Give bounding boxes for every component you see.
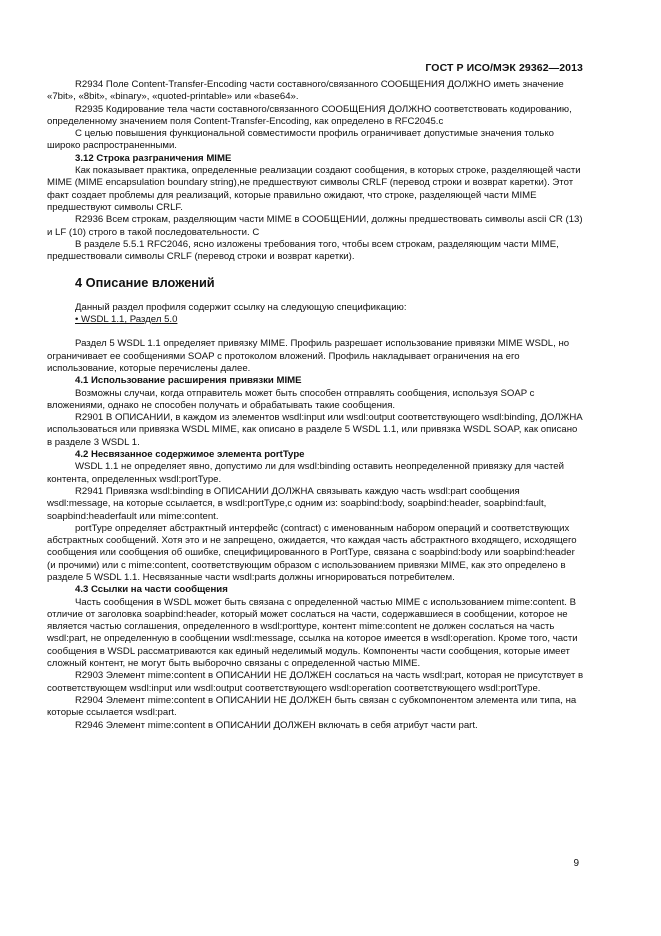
spec-reference-item [47,314,584,326]
paragraph-message-part: Часть сообщения в WSDL может быть связана с определенной частью MIME с использованием mime:content. В отличие от заголовка soapbind:header, который может сослаться на части, содержавшиеся в сообщении, которое не является частью соглашения, определенного в wsdl:porttype, контент mime:content не должен сослаться на часть wsdl:part, не определенную в сообщении wsdl:message, ссылка на которое имеется в wsdl:operation. Кроме того, части сообщения в WSDL рассматриваются как единый неделимый модуль. Компоненты части сообщения, которые имеет сложный контент, не могут быть выборочно связаны с определенной частью MIME. [47,596,578,670]
paragraph-r2904: R2904 Элемент mime:content в ОПИСАНИИ НЕ ДОЛЖЕН быть связан с субкомпонентом элемента или типа, на которые ссылается wsdl:part. [47,694,577,719]
spec-reference-link[interactable]: • WSDL 1.1, Раздел 5.0 [75,314,178,326]
paragraph-spec-intro: Данный раздел профиля содержит ссылку на следующую спецификацию: [75,301,407,313]
section-heading-3-12: 3.12 Строка разграничения MIME [75,152,232,164]
paragraph-wsdl-binding: WSDL 1.1 не определяет явно, допустимо ли для wsdl:binding оставить неопределенной привязку для частей контента, определенных wsdl:portType. [47,461,564,485]
document-header: ГОСТ Р ИСО/МЭК 29362—2013 [425,62,583,74]
page-number: 9 [573,858,579,869]
paragraph-r2903: R2903 Элемент mime:content в ОПИСАНИИ НЕ ДОЛЖЕН сослаться на часть wsdl:part, которая не присутствует в соответствующем wsdl:input или wsdl:output соответствующего wsdl:operation соответствующего wsdl:portType. [47,670,584,694]
paragraph-r2935: R2935 Кодирование тела части составного/связанного СООБЩЕНИЯ ДОЛЖНО соответствовать кодированию, определенному значением поля Content-Transfer-Encoding, как определено в RFC2045.с [47,103,572,127]
paragraph-sender-cases: Возможны случаи, когда отправитель может быть способен отправлять сообщения, используя SOAP с вложениями, однако не способен получать и обрабатывать такие сообщения. [47,387,535,411]
paragraph-r2901: R2901 В ОПИСАНИИ, в каждом из элементов wsdl:input или wsdl:output соответствующего wsdl:binding, ДОЛЖНА использоваться или привязка WSDL MIME, как описано в разделе 5 WSDL 1.1, или привязка WSDL SOAP, как описано в разделе 3 WSDL 1. [47,412,583,448]
document-body [47,79,584,732]
paragraph-r2941: R2941 Привязка wsdl:binding в ОПИСАНИИ ДОЛЖНА связывать каждую часть wsdl:part сообщения wsdl:message, на которые ссылается, в wsdl:portType,с одним из: soapbind:body, soapbind:header, soapbind:fault, soapbind:headerfault или mime:content. [47,485,547,522]
section-heading-4-2: 4.2 Несвязанное содержимое элемента portType [75,449,305,461]
paragraph-r2946: R2946 Элемент mime:content в ОПИСАНИИ ДОЛЖЕН включать в себя атрибут части part. [75,719,478,731]
paragraph-r2936: R2936 Всем строкам, разделяющим части MIME в СООБЩЕНИИ, должны предшествовать символы ascii CR (13) и LF (10) строго в такой последовательности. С [47,214,583,238]
section-heading-4-1: 4.1 Использование расширения привязки MIME [75,375,302,387]
paragraph-compat-note: С целью повышения функциональной совместимости профиль ограничивает допустимые значения только широко распространенными. [47,128,555,152]
paragraph-porttype: portType определяет абстрактный интерфейс (contract) с именованным набором операций и соответствующих абстрактных сообщений. Хотя это и не запрещено, ожидается, что каждая часть абстрактного входящего, исходящего сообщения или сообщения об ошибке, специфицированного в PortType, связана с soapbind:body или soapbind:header (и прочими) или с mime:content, соответствующим образом с использованием привязки MIME, как это определено в разделе 5 WSDL 1.1. Несвязанные части wsdl:parts должны игнорироваться потребителем. [47,522,577,583]
paragraph-section5: Раздел 5 WSDL 1.1 определяет привязку MIME. Профиль разрешает использование привязки MIME WSDL, но ограничивает ее сообщениями SOAP с протоколом вложений. Профиль накладывает ограничения на его использование, которые перечислены далее. [47,338,570,374]
paragraph-r2934: R2934 Поле Content-Transfer-Encoding части составного/связанного СООБЩЕНИЯ ДОЛЖНО иметь значение «7bit», «8bit», «binary», «quoted-printable» или «base64». [47,79,564,103]
section-heading-4: 4 Описание вложений [75,275,215,291]
paragraph-rfc2046: В разделе 5.5.1 RFC2046, ясно изложены требования того, чтобы всем строкам, разделяющим части MIME, предшествовали символы CRLF (перевод строки и возврат каретки). [47,238,559,263]
section-heading-4-3: 4.3 Ссылки на части сообщения [75,584,228,596]
paragraph-practice: Как показывает практика, определенные реализации создают сообщения, в которых строке, разделяющей части MIME (MIME encapsulation boundary string),не предшествуют символы CRLF (перевод строки и возврат каретки). Этот факт создает проблемы для реализаций, которые правильно ожидают, что строке, разделяющей части MIME предшествуют символы CRLF. [47,165,581,213]
